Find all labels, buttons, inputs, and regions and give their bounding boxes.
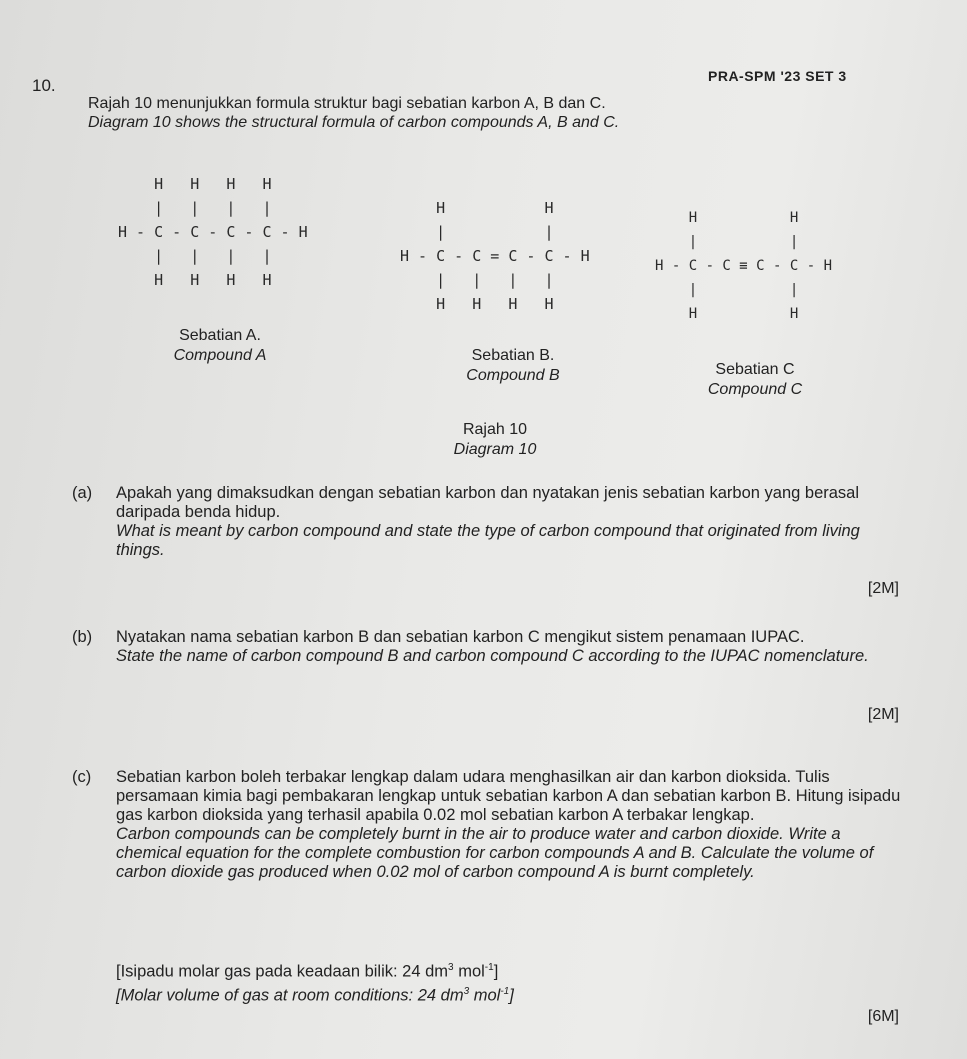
part-b-malay: Nyatakan nama sebatian karbon B dan sebatian karbon C mengikut sistem penamaan IUPAC. — [116, 628, 805, 646]
caption-english: Compound A — [173, 347, 267, 364]
paper-header: PRA-SPM '23 SET 3 — [708, 68, 847, 84]
structure-compound-c: H H | | H - C - C ≡ C - C - H | | H H — [655, 210, 833, 322]
part-c-malay: Sebatian karbon boleh terbakar lengkap dalam udara menghasilkan air dan karbon dioksida. Tulis persamaan kimia bagi pembakaran lengkap untuk sebatian karbon A dan sebatian karbon B. Hitung isipadu gas karbon dioksida yang terhasil apabila 0.02 mol sebatian karbon A terbakar lengkap. — [116, 768, 901, 824]
note-english: [Molar volume of gas at room conditions: 24 $dm^3$ mol$^{-1}$] — [116, 985, 514, 1004]
caption-compound-c — [700, 360, 810, 400]
question-number: 10. — [32, 76, 56, 95]
caption-malay: Sebatian A. — [179, 327, 261, 344]
caption-english: Compound B — [466, 367, 560, 384]
part-a-label: (a) — [72, 484, 93, 502]
question-intro — [88, 94, 619, 132]
part-c-question — [116, 768, 906, 882]
part-a-question — [116, 484, 906, 560]
diagram-caption — [430, 420, 560, 460]
part-b-english: State the name of carbon compound B and carbon compound C according to the IUPAC nomenclature. — [116, 647, 869, 665]
part-c-english: Carbon compounds can be completely burnt in the air to produce water and carbon dioxide. Write a chemical equation for the complete combustion for carbon compounds A and B. Calculate the volume of carbon dioxide gas produced when 0.02 mol of carbon compound A is burnt completely. — [116, 825, 874, 881]
caption-malay: Sebatian B. — [471, 347, 555, 364]
note-malay: [Isipadu molar gas pada keadaan bilik: 24 $dm^3$ mol$^{-1}$] — [116, 962, 499, 981]
structure-compound-b: H H | | H - C - C = C - C - H | | | | H H H H — [400, 199, 590, 313]
part-a-malay: Apakah yang dimaksudkan dengan sebatian karbon dan nyatakan jenis sebatian karbon yang berasal daripada benda hidup. — [116, 484, 860, 521]
diagram-caption-malay: Rajah 10 — [462, 421, 528, 438]
part-b-label: (b) — [72, 628, 93, 646]
part-c-label: (c) — [72, 768, 92, 786]
structure-compound-a: H H H H | | | | H - C - C - C - C - H | | | | H H H H — [118, 175, 308, 289]
part-c-marks: [6M] — [867, 1008, 899, 1025]
diagram-caption-english: Diagram 10 — [453, 441, 537, 458]
part-b-question — [116, 628, 906, 666]
intro-malay: Rajah 10 menunjukkan formula struktur bagi sebatian karbon A, B dan C. — [88, 95, 606, 112]
intro-english: Diagram 10 shows the structural formula of carbon compounds A, B and C. — [88, 114, 620, 131]
molar-volume-note — [116, 958, 514, 1005]
caption-malay: Sebatian C — [715, 361, 795, 378]
caption-english: Compound C — [707, 381, 803, 398]
part-a-marks: [2M] — [867, 580, 899, 597]
caption-compound-a — [160, 326, 280, 366]
part-b-marks: [2M] — [867, 706, 899, 723]
caption-compound-b — [448, 346, 578, 386]
part-a-english: What is meant by carbon compound and state the type of carbon compound that originated from living things. — [116, 522, 860, 559]
